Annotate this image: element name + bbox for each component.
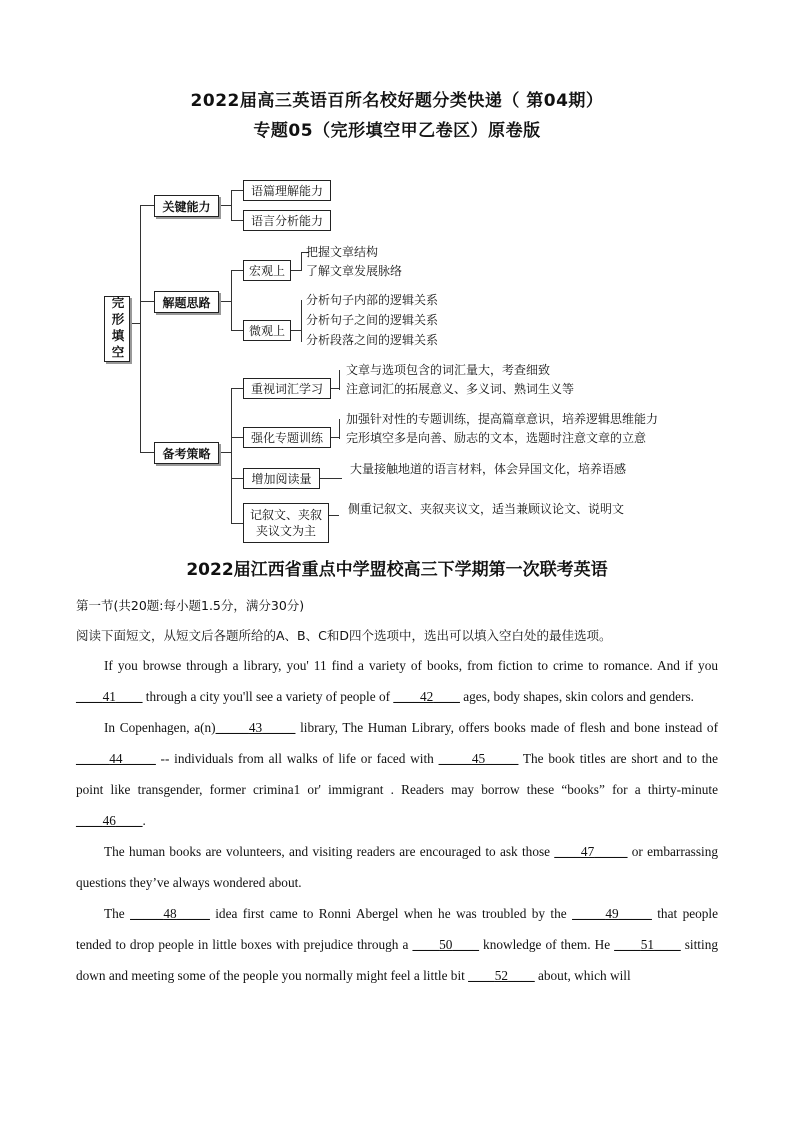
training-leaf: 加强针对性的专题训练，提高篇章意识，培养逻辑思维能力 [346, 412, 659, 426]
blank-46[interactable]: ____46____ [76, 813, 143, 828]
reading-leaf: 大量接触地道的语言材料，体会异国文化，培养语感 [350, 462, 627, 476]
vocabulary-leaf: 文章与选项包含的词汇量大，考查细致 [346, 363, 551, 377]
micro-leaf: 分析段落之间的逻辑关系 [306, 333, 439, 347]
key-ability-item: 语篇理解能力 [243, 180, 331, 201]
blank-43[interactable]: _____43_____ [215, 720, 296, 735]
micro-leaf: 分析句子之间的逻辑关系 [306, 313, 439, 327]
blank-51[interactable]: ____51____ [614, 937, 681, 952]
passage [76, 650, 718, 991]
genre-leaf: 侧重记叙文、夹叙夹议文，适当兼顾议论文、说明文 [348, 502, 625, 516]
blank-47[interactable]: ____47_____ [554, 844, 628, 859]
paragraph-4: The _____48_____ idea first came to Ronni Abergel when he was troubled by the _____49_____ that people tended to drop people in little boxes with prejudice through a ____50____ knowledge of them. He ____51____ sitting down and meeting some of the people you normally might feel a little bit ____52____ about, which will [76, 906, 719, 983]
macro-leaf: 把握文章结构 [306, 245, 379, 259]
instruction: 阅读下面短文，从短文后各题所给的A、B、C和D四个选项中，选出可以填入空白处的最佳选项。 [76, 628, 612, 643]
blank-52[interactable]: ____52____ [468, 968, 535, 983]
vocabulary-leaf: 注意词汇的拓展意义、多义词、熟词生义等 [346, 382, 575, 396]
blank-44[interactable]: _____44_____ [76, 751, 156, 766]
blank-50[interactable]: ____50____ [412, 937, 479, 952]
strategy-training: 强化专题训练 [243, 427, 331, 448]
branch-key-ability: 关键能力 [154, 195, 219, 217]
blank-49[interactable]: _____49_____ [572, 906, 652, 921]
strategy-reading: 增加阅读量 [243, 468, 320, 489]
paragraph-3: The human books are volunteers, and visiting readers are encouraged to ask those ____47_____ or embarrassing questions they’ve always wondered about. [76, 844, 718, 890]
key-ability-item: 语言分析能力 [243, 210, 331, 231]
blank-45[interactable]: _____45_____ [438, 751, 519, 766]
strategy-genre: 记叙文、夹叙夹议文为主 [243, 503, 329, 543]
section-info: 第一节(共20题:每小题1.5分，满分30分) [76, 598, 305, 613]
approach-micro: 微观上 [243, 320, 291, 341]
exam-title: 2022届江西省重点中学盟校高三下学期第一次联考英语 [186, 560, 608, 580]
micro-leaf: 分析句子内部的逻辑关系 [306, 293, 439, 307]
branch-preparation-strategy: 备考策略 [154, 442, 219, 464]
blank-48[interactable]: _____48_____ [130, 906, 210, 921]
document-title: 2022届高三英语百所名校好题分类快递（ 第04期） [190, 91, 604, 111]
approach-macro: 宏观上 [243, 260, 291, 281]
paragraph-2: In Copenhagen, a(n)_____43_____ library, The Human Library, offers books made of flesh and bone instead of _____44_____ -- individuals from all walks of life or faced with _____45_____ The book titles are short and to the point like transgender, former crimina1 or' immigrant . Readers may borrow these “books” for a thirty-minute ____46____. [76, 720, 718, 828]
branch-solving-approach: 解题思路 [154, 291, 219, 313]
paragraph-1: If you browse through a library, you' 11 find a variety of books, from fiction to crime to romance. And if you ____41____ through a city you'll see a variety of people of ____42____ ages, body shapes, skin colors and genders. [76, 658, 718, 704]
training-leaf: 完形填空多是向善、励志的文本，选题时注意文章的立意 [346, 431, 647, 445]
mindmap-root: 完形填空 [104, 296, 130, 362]
blank-41[interactable]: ____41____ [76, 689, 143, 704]
macro-leaf: 了解文章发展脉络 [306, 264, 403, 278]
blank-42[interactable]: ____42____ [393, 689, 460, 704]
strategy-vocabulary: 重视词汇学习 [243, 378, 331, 399]
document-subtitle: 专题05（完形填空甲乙卷区）原卷版 [253, 121, 541, 141]
